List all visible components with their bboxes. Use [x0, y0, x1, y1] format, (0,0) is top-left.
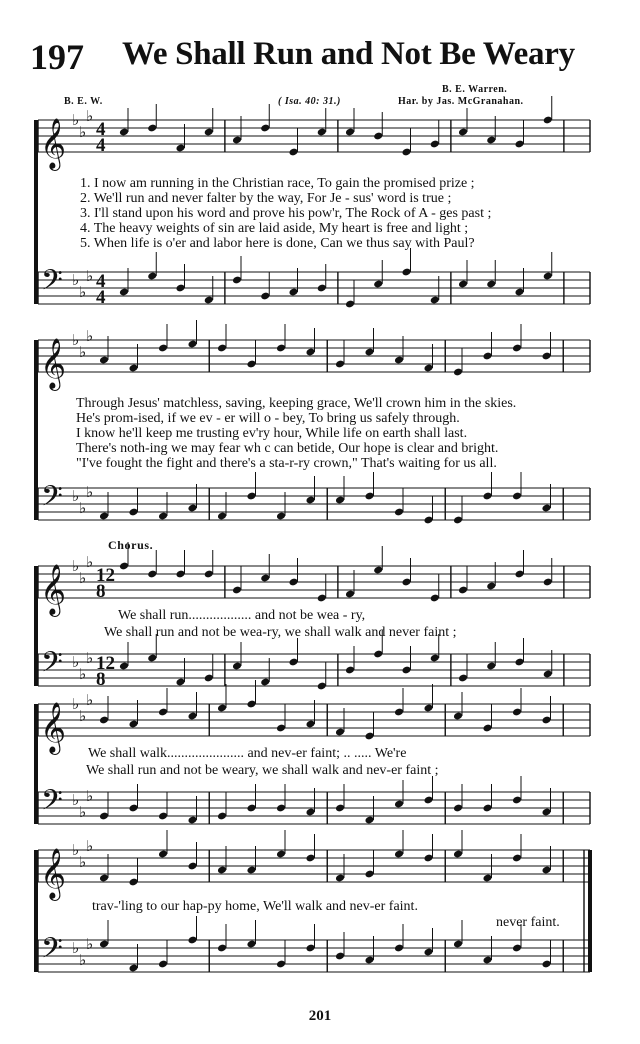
verse-2-line-a: 2. We'll run and never falter by the way, For Je - sus' word is true ;	[80, 191, 452, 206]
chorus-label: Chorus.	[108, 538, 154, 552]
flat-icon: ♭	[86, 107, 94, 125]
flat-icon: ♭	[79, 951, 87, 969]
flat-icon: ♭	[86, 649, 94, 667]
chorus-line-3-upper: trav-'ling to our hap-py home, We'll walk and nev-er faint.	[92, 899, 418, 914]
flat-icon: ♭	[86, 787, 94, 805]
author-credit: B. E. W.	[64, 96, 103, 107]
flat-icon: ♭	[72, 841, 80, 859]
flat-icon: ♭	[72, 939, 80, 957]
verse-2-line-b: He's prom-ised, if we ev - er will o - bey, To bring us safely through.	[76, 411, 460, 426]
scripture-reference: ( Isa. 40: 31.)	[278, 96, 341, 107]
flat-icon: ♭	[86, 327, 94, 345]
flat-icon: ♭	[72, 791, 80, 809]
flat-icon: ♭	[86, 935, 94, 953]
time-signature: 4	[96, 287, 106, 308]
time-signature: 12	[96, 565, 115, 586]
verse-5-line-a: 5. When life is o'er and labor here is done, Can we thus say with Paul?	[80, 236, 475, 251]
flat-icon: ♭	[79, 283, 87, 301]
flat-icon: ♭	[79, 665, 87, 683]
treble-clef-icon: 𝄞	[40, 702, 67, 753]
verse-1-line-b: Through Jesus' matchless, saving, keeping grace, We'll crown him in the skies.	[76, 396, 517, 411]
flat-icon: ♭	[86, 837, 94, 855]
bass-clef-icon: 𝄢	[41, 646, 63, 686]
treble-clef-icon: 𝄞	[40, 118, 67, 169]
time-signature: 8	[96, 581, 106, 602]
treble-clef-icon: 𝄞	[40, 564, 67, 615]
hymn-title: We Shall Run and Not Be Weary	[122, 36, 575, 72]
flat-icon: ♭	[72, 487, 80, 505]
flat-icon: ♭	[79, 707, 87, 725]
verse-5-line-b: "I've fought the fight and there's a sta-r-ry crown," That's waiting for us all.	[76, 456, 497, 471]
chorus-line-2-lower: We shall run and not be weary, we shall walk and nev-er faint ;	[86, 763, 439, 778]
time-signature: 8	[96, 669, 106, 690]
bass-clef-icon: 𝄢	[41, 264, 63, 304]
chorus-line-1-lower: We shall run and not be wea-ry, we shall walk and never faint ;	[104, 625, 457, 640]
treble-clef-icon: 𝄞	[40, 338, 67, 389]
composer-credit: B. E. Warren.	[442, 84, 508, 95]
treble-clef-icon: 𝄞	[40, 848, 67, 899]
chorus-line-2-upper: We shall walk...................... and nev-er faint; .. ..... We're	[88, 746, 407, 761]
chorus-line-3-lower: never faint.	[496, 915, 560, 930]
time-signature: 4	[96, 119, 106, 140]
flat-icon: ♭	[79, 123, 87, 141]
flat-icon: ♭	[86, 691, 94, 709]
flat-icon: ♭	[86, 553, 94, 571]
flat-icon: ♭	[86, 483, 94, 501]
bass-clef-icon: 𝄢	[41, 784, 63, 824]
flat-icon: ♭	[72, 331, 80, 349]
page-number: 201	[308, 1008, 332, 1024]
hymn-number: 197	[30, 37, 84, 77]
flat-icon: ♭	[79, 569, 87, 587]
flat-icon: ♭	[72, 271, 80, 289]
flat-icon: ♭	[79, 343, 87, 361]
flat-icon: ♭	[86, 267, 94, 285]
verse-4-line-a: 4. The heavy weights of sin are laid aside, My heart is free and light ;	[80, 221, 469, 236]
verse-1-line-a: 1. I now am running in the Christian race, To gain the promised prize ;	[80, 176, 475, 191]
bass-clef-icon: 𝄢	[41, 932, 63, 972]
flat-icon: ♭	[79, 853, 87, 871]
flat-icon: ♭	[72, 557, 80, 575]
time-signature: 12	[96, 653, 115, 674]
flat-icon: ♭	[72, 695, 80, 713]
flat-icon: ♭	[79, 499, 87, 517]
flat-icon: ♭	[72, 111, 80, 129]
verse-3-line-b: I know he'll keep me trusting ev'ry hour, While life on earth shall last.	[76, 426, 468, 441]
bass-clef-icon: 𝄢	[41, 480, 63, 520]
verse-4-line-b: There's noth-ing we may fear wh c can betide, Our hope is clear and bright.	[76, 441, 499, 456]
chorus-line-1-upper: We shall run.................. and not be wea - ry,	[118, 608, 366, 623]
verse-3-line-a: 3. I'll stand upon his word and prove his pow'r, The Rock of A - ges past ;	[80, 206, 492, 221]
time-signature: 4	[96, 135, 106, 156]
flat-icon: ♭	[72, 653, 80, 671]
flat-icon: ♭	[79, 803, 87, 821]
arranger-credit: Har. by Jas. McGranahan.	[398, 96, 524, 107]
time-signature: 4	[96, 271, 106, 292]
